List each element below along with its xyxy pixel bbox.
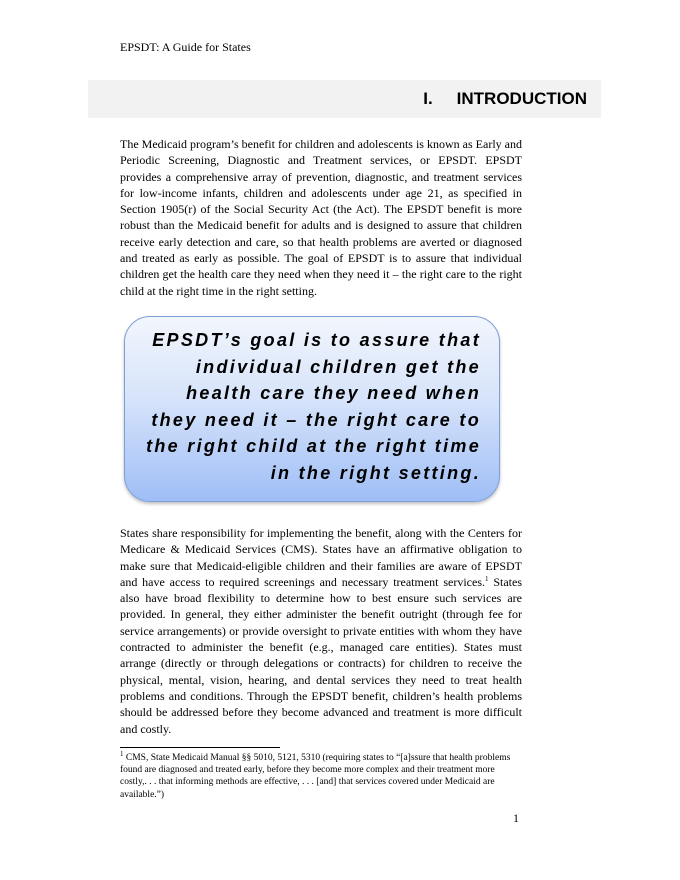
page-number: 1 [513, 811, 519, 825]
responsibility-text-end: States also have broad flexibility to determine how to best ensure such services are provided. In general, they either administer the benefit outright (through fee for service arrangements) or provide oversight to private entities with whom they have contracted to administer the benefit (e.g., managed care entities). States must arrange (directly or through delegations or contracts) for children to receive the physical, mental, vision, hearing, and dental services they need to treat health problems and conditions. Through the EPSDT benefit, children’s health problems should be addressed before they become advanced and treatment is more difficult and costly. [120, 574, 522, 736]
footnote-marker: 1 [120, 749, 124, 758]
goal-callout-text: EPSDT’s goal is to assure that individual children get the health care they need when they need it – the right care to the right child at the right time in the right setting. [146, 330, 481, 483]
running-header: EPSDT: A Guide for States [120, 40, 251, 54]
responsibility-text-start: States share responsibility for implementing the benefit, along with the Centers for Medicare & Medicaid Services (CMS). States have an affirmative obligation to make sure that Medicaid-eligible children and their families are aware of EPSDT and have access to required screenings and necessary treatment services. [120, 526, 522, 589]
footnote [120, 749, 520, 801]
footnote-text: CMS, State Medicaid Manual §§ 5010, 5121, 5310 (requiring states to “[a]ssure that health problems found are diagnosed and treated early, before they become more complex and their treatment more costly,. . . that informing methods are effective, . . . [and] that services covered under Medicaid are available.”) [120, 753, 511, 800]
responsibility-paragraph [120, 525, 522, 737]
section-banner [88, 80, 601, 118]
footnote-separator [120, 747, 280, 748]
footnote-reference[interactable]: 1 [485, 574, 489, 583]
intro-paragraph: The Medicaid program’s benefit for children and adolescents is known as Early and Periodic Screening, Diagnostic and Treatment services, or EPSDT. EPSDT provides a comprehensive array of prevention, diagnostic, and treatment services for low-income infants, children and adolescents under age 21, as specified in Section 1905(r) of the Social Security Act (the Act). The EPSDT benefit is more robust than the Medicaid benefit for adults and is designed to assure that children receive early detection and care, so that health problems are averted or diagnosed and treated as early as possible. The goal of EPSDT is to assure that individual children get the health care they need when they need it – the right care to the right child at the right time in the right setting. [120, 137, 522, 298]
section-number: I. [423, 89, 433, 108]
section-title [423, 89, 587, 109]
section-title-text: INTRODUCTION [456, 89, 587, 108]
goal-callout-box [124, 316, 500, 502]
